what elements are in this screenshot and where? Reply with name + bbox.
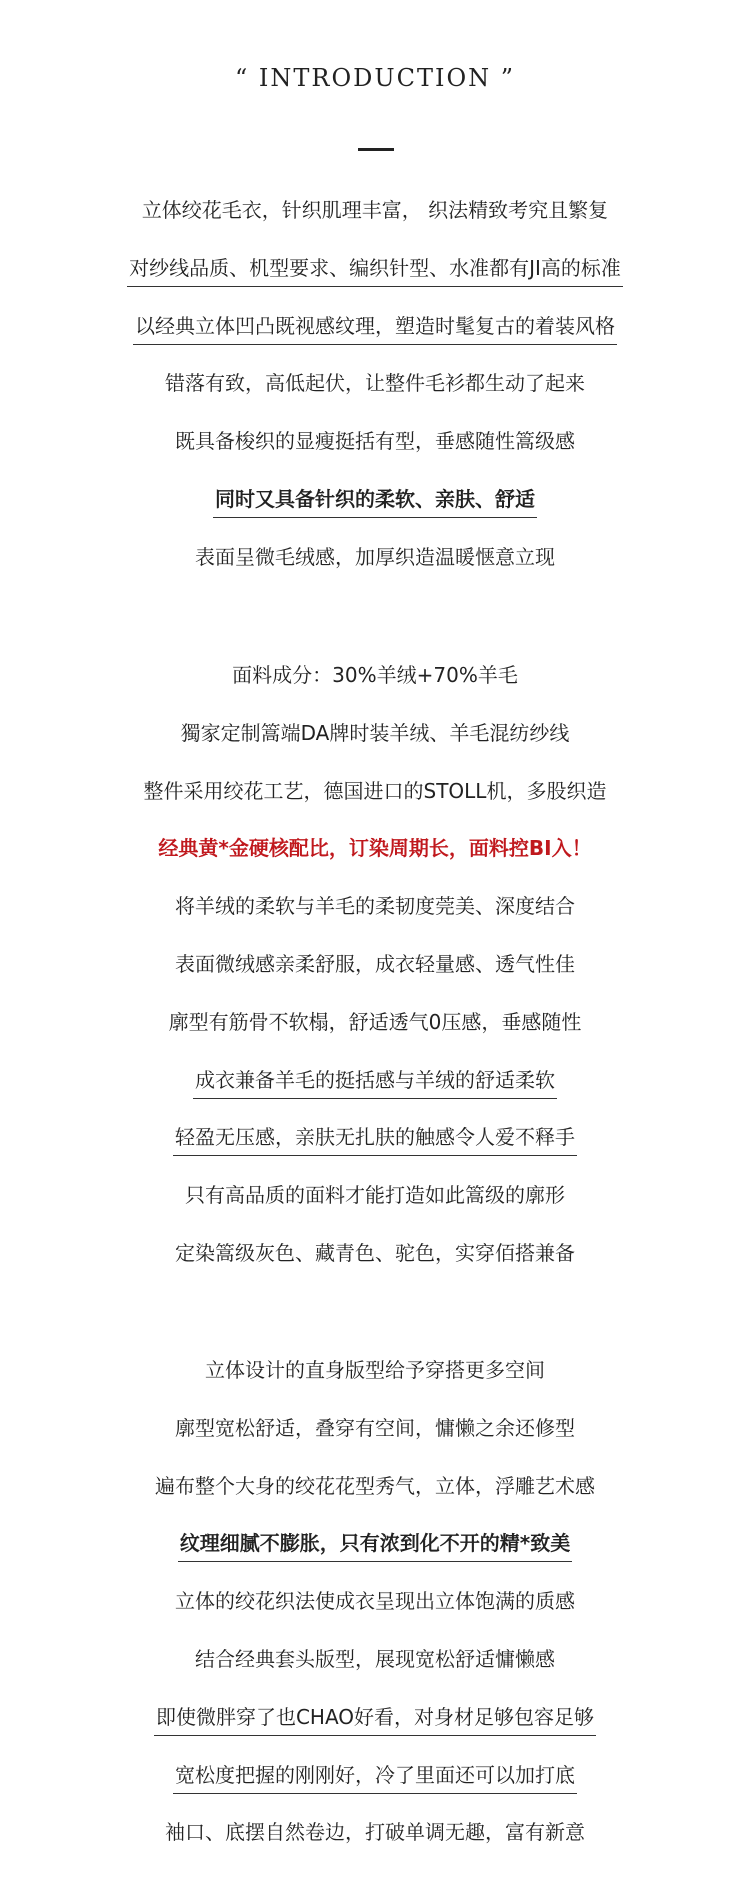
description-line-text: 纹理细腻不膨胀，只有浓到化不开的精*致美: [178, 1529, 572, 1562]
description-line-text: 同时又具备针织的柔软、亲肤、舒适: [213, 485, 537, 518]
description-line-text: 既具备梭织的显瘦挺括有型，垂感随性篙级感: [175, 429, 575, 454]
description-line: [0, 1818, 750, 1848]
description-line: [0, 1703, 750, 1733]
description-line: [0, 312, 750, 342]
description-line-text: 表面微绒感亲柔舒服，成衣轻量感、透气性佳: [175, 952, 575, 976]
description-line-text: 面料成分：30%羊绒+70%羊毛: [232, 663, 518, 687]
description-line-text: 表面呈微毛绒感，加厚织造温暖惬意立现: [195, 544, 555, 569]
description-line: [0, 834, 750, 864]
description-line-text: 错落有致，高低起伏，让整件毛衫都生动了起来: [165, 371, 585, 396]
header-title: “ INTRODUCTION ”: [234, 64, 516, 92]
description-line-text: 宽松度把握的刚刚好，冷了里面还可以加打底: [173, 1761, 577, 1794]
description-line-text: 立体设计的直身版型给予穿搭更多空间: [205, 1358, 545, 1382]
description-line-text: 整件采用绞花工艺，德国进口的STOLL机，多股织造: [143, 778, 607, 803]
description-line-text: 定染篙级灰色、藏青色、驼色，实穿佰搭兼备: [175, 1241, 575, 1265]
description-line: [0, 1761, 750, 1791]
description-line: [0, 1472, 750, 1502]
description-line-text: 经典黄*金硬核配比，订染周期长，面料控BI入！: [158, 836, 592, 861]
description-line-text: 结合经典套头版型，展现宽松舒适慵懒感: [195, 1647, 555, 1671]
description-line: [0, 1356, 750, 1386]
description-line-text: 轻盈无压感，亲肤无扎肤的触感令人爱不释手: [173, 1123, 577, 1156]
description-line: [0, 777, 750, 807]
description-line: [0, 1529, 750, 1559]
description-line-text: 只有高品质的面料才能打造如此篙级的廓形: [185, 1183, 565, 1208]
description-line-text: 立体的绞花织法使成衣呈现出立体饱满的质感: [175, 1589, 575, 1614]
description-line-text: 将羊绒的柔软与羊毛的柔韧度莞美、深度结合: [175, 894, 575, 919]
description-line-text: 以经典立体凹凸既视感纹理，塑造时髦复古的着装风格: [133, 312, 617, 345]
description-line-text: 廓型宽松舒适，叠穿有空间，慵懒之余还修型: [175, 1415, 575, 1440]
header-divider: [358, 148, 394, 151]
description-line-text: 獨家定制篙端DA牌时装羊绒、羊毛混纺纱线: [180, 720, 570, 745]
description-line: [0, 1123, 750, 1153]
description-line-text: 即使微胖穿了也CHAO好看，对身材足够包容足够: [154, 1703, 596, 1736]
description-line: [0, 1414, 750, 1444]
description-line: [0, 1066, 750, 1096]
description-line: [0, 427, 750, 457]
description-line: [0, 543, 750, 573]
description-line-text: 立体绞花毛衣，针织肌理丰富， 织法精致考究且繁复: [141, 198, 609, 222]
description-line: [0, 369, 750, 399]
description-line: [0, 1239, 750, 1269]
description-line: [0, 1645, 750, 1675]
description-line: [0, 254, 750, 284]
description-line-text: 对纱线品质、机型要求、编织针型、水准都有JI高的标准: [127, 254, 623, 287]
description-line: [0, 1587, 750, 1617]
description-line-text: 廓型有筋骨不软榻，舒适透气0压感，垂感随性: [168, 1009, 582, 1034]
description-line: [0, 661, 750, 691]
description-line: [0, 719, 750, 749]
description-line-text: 成衣兼备羊毛的挺括感与羊绒的舒适柔软: [193, 1066, 557, 1099]
description-line: [0, 1181, 750, 1211]
description-line: [0, 196, 750, 226]
description-line: [0, 892, 750, 922]
description-line: [0, 485, 750, 515]
description-line-text: 袖口、底摆自然卷边，打破单调无趣，富有新意: [165, 1820, 585, 1845]
description-line: [0, 1008, 750, 1038]
description-line-text: 遍布整个大身的绞花花型秀气，立体，浮雕艺术感: [155, 1473, 595, 1498]
description-line: [0, 950, 750, 980]
